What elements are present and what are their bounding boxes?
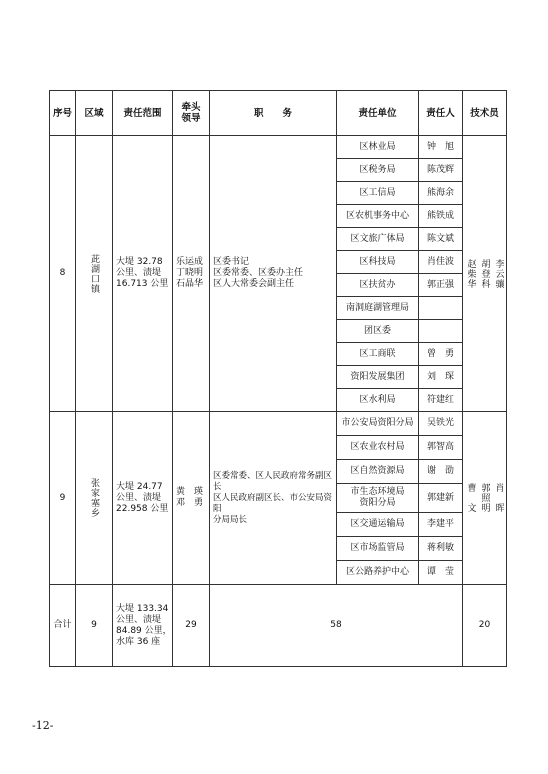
- unit-cell: 市生态环境局 资阳分局: [337, 484, 419, 513]
- person-cell: 曾 勇: [419, 343, 463, 366]
- row8-tech: [463, 136, 507, 412]
- person-cell: 刘 琛: [419, 366, 463, 389]
- responsibility-table: [49, 90, 507, 667]
- person-cell: 郭正强: [419, 274, 463, 297]
- unit-cell: 区农机事务中心: [337, 205, 419, 228]
- total-tech: 20: [463, 585, 507, 667]
- row8-duty: 区委书记 区委常委、区委办主任 区人大常委会副主任: [210, 136, 337, 412]
- header-duty: 职 务: [210, 91, 337, 136]
- header-unit: 责任单位: [337, 91, 419, 136]
- row8-region: [76, 136, 113, 412]
- unit-cell: 区交通运输局: [337, 513, 419, 537]
- unit-cell: 市公安局资阳分局: [337, 412, 419, 436]
- row8-tech-text: 李云骧 胡登科 赵柴华: [465, 258, 504, 289]
- person-cell: 符建红: [419, 389, 463, 412]
- unit-cell: 南洞庭湖管理局: [337, 297, 419, 320]
- person-cell: 李建平: [419, 513, 463, 537]
- row8-lead: 乐运成 丁晓明 石晶华: [173, 136, 210, 412]
- unit-cell: 区公路养护中心: [337, 561, 419, 585]
- row9-region: [76, 412, 113, 585]
- total-row: [50, 585, 507, 667]
- total-units: 58: [210, 585, 463, 667]
- unit-cell: 区税务局: [337, 159, 419, 182]
- person-cell: 钟 旭: [419, 136, 463, 159]
- person-cell: 陈文斌: [419, 228, 463, 251]
- row9-no: 9: [50, 412, 76, 585]
- person-cell: [419, 297, 463, 320]
- header-scope: 责任范围: [113, 91, 173, 136]
- row9-lead: 黄 瑛 邓 勇: [173, 412, 210, 585]
- person-cell: 郭智高: [419, 436, 463, 460]
- row8-scope: 大堤 32.78 公里、渍堤 16.713 公里: [113, 136, 173, 412]
- person-cell: 熊铁成: [419, 205, 463, 228]
- unit-cell: 区水利局: [337, 389, 419, 412]
- header-row: [50, 91, 507, 136]
- table-row: [50, 136, 507, 159]
- person-cell: 谭 莹: [419, 561, 463, 585]
- header-lead: 牵头 领导: [173, 91, 210, 136]
- person-cell: 蒋利敏: [419, 537, 463, 561]
- unit-cell: 资阳发展集团: [337, 366, 419, 389]
- person-cell: 陈茂辉: [419, 159, 463, 182]
- unit-cell: 区工信局: [337, 182, 419, 205]
- row8-no: 8: [50, 136, 76, 412]
- row9-duty: 区委常委、区人民政府常务副区长 区人民政府副区长、市公安局资阳 分局局长: [210, 412, 337, 585]
- row8-region-text: 茈湖口镇: [89, 253, 99, 294]
- unit-cell: 区文旅广体局: [337, 228, 419, 251]
- unit-cell: 团区委: [337, 320, 419, 343]
- table-row: [50, 412, 507, 436]
- row9-region-text: 张家塞乡: [89, 478, 99, 518]
- unit-cell: 区科技局: [337, 251, 419, 274]
- unit-cell: 区工商联: [337, 343, 419, 366]
- total-region: 9: [76, 585, 113, 667]
- person-cell: 谢 劭: [419, 460, 463, 484]
- total-scope: 大堤 133.34 公里、渍堤 84.89 公里， 水库 36 座: [113, 585, 173, 667]
- header-person: 责任人: [419, 91, 463, 136]
- page-number: -12-: [32, 719, 54, 732]
- person-cell: 吴铁光: [419, 412, 463, 436]
- row9-tech-text: 肖 晖 郭照明 曹 文: [465, 483, 504, 513]
- person-cell: [419, 320, 463, 343]
- row9-tech: [463, 412, 507, 585]
- person-cell: 肖佳波: [419, 251, 463, 274]
- total-lead: 29: [173, 585, 210, 667]
- unit-cell: 区市场监管局: [337, 537, 419, 561]
- header-tech: 技术员: [463, 91, 507, 136]
- unit-cell: 区自然资源局: [337, 460, 419, 484]
- person-cell: 熊海余: [419, 182, 463, 205]
- row9-scope: 大堤 24.77 公里、渍堤 22.958 公里: [113, 412, 173, 585]
- unit-cell: 区扶贫办: [337, 274, 419, 297]
- unit-cell: 区农业农村局: [337, 436, 419, 460]
- header-region: 区域: [76, 91, 113, 136]
- total-label: 合计: [50, 585, 76, 667]
- header-no: 序号: [50, 91, 76, 136]
- unit-cell: 区林业局: [337, 136, 419, 159]
- person-cell: 郭建新: [419, 484, 463, 513]
